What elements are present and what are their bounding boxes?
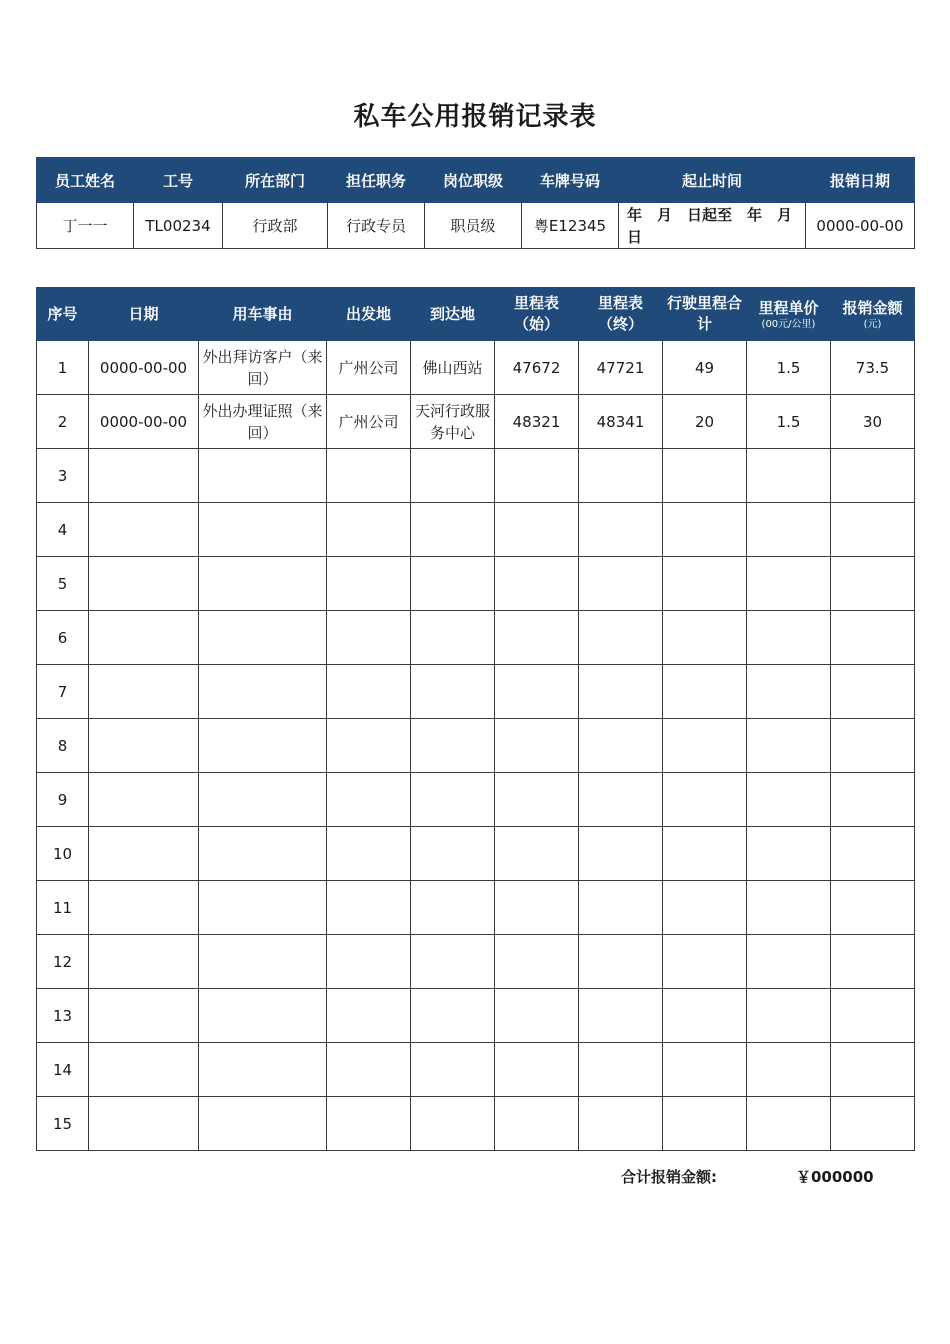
- odo-start-cell[interactable]: [495, 449, 579, 503]
- seq-cell: 14: [37, 1043, 89, 1097]
- amount-cell[interactable]: 73.5: [831, 341, 915, 395]
- table-row: [37, 665, 915, 719]
- seq-cell: 1: [37, 341, 89, 395]
- amount-cell[interactable]: [831, 557, 915, 611]
- from-cell[interactable]: 广州公司: [327, 341, 411, 395]
- date-cell[interactable]: [89, 503, 199, 557]
- distance-cell[interactable]: [663, 665, 747, 719]
- from-cell[interactable]: [327, 989, 411, 1043]
- seq-cell: 15: [37, 1097, 89, 1151]
- odo-start-cell[interactable]: [495, 881, 579, 935]
- amount-cell[interactable]: [831, 935, 915, 989]
- table-row: [37, 503, 915, 557]
- header-rank: 岗位职级: [425, 158, 522, 203]
- to-cell[interactable]: [411, 1097, 495, 1151]
- to-cell[interactable]: [411, 881, 495, 935]
- reason-cell[interactable]: [199, 935, 327, 989]
- table-row: [37, 881, 915, 935]
- header-unit-price-sub: (00元/公里): [761, 318, 816, 330]
- seq-cell: 9: [37, 773, 89, 827]
- seq-cell: 10: [37, 827, 89, 881]
- reason-cell[interactable]: [199, 989, 327, 1043]
- header-unit-price-label: 里程单价: [758, 298, 819, 317]
- unit-price-cell[interactable]: [747, 719, 831, 773]
- seq-cell: 13: [37, 989, 89, 1043]
- header-to: 到达地: [411, 288, 495, 341]
- reason-cell[interactable]: [199, 881, 327, 935]
- reason-cell[interactable]: [199, 449, 327, 503]
- odo-end-cell[interactable]: [579, 557, 663, 611]
- date-cell[interactable]: [89, 611, 199, 665]
- odo-start-cell[interactable]: [495, 827, 579, 881]
- trip-records-table: [36, 287, 915, 1151]
- odo-start-cell[interactable]: [495, 665, 579, 719]
- seq-cell: 5: [37, 557, 89, 611]
- amount-cell[interactable]: [831, 773, 915, 827]
- odo-end-cell[interactable]: [579, 1043, 663, 1097]
- position-cell[interactable]: 行政专员: [328, 203, 425, 249]
- distance-cell[interactable]: [663, 611, 747, 665]
- odo-start-cell[interactable]: 47672: [495, 341, 579, 395]
- info-header-row: [37, 158, 915, 203]
- unit-price-cell[interactable]: [747, 665, 831, 719]
- odo-start-cell[interactable]: [495, 1097, 579, 1151]
- unit-price-cell[interactable]: [747, 881, 831, 935]
- from-cell[interactable]: [327, 503, 411, 557]
- to-cell[interactable]: [411, 989, 495, 1043]
- seq-cell: 4: [37, 503, 89, 557]
- header-department: 所在部门: [223, 158, 328, 203]
- claim-date-cell[interactable]: 0000-00-00: [806, 203, 915, 249]
- from-cell[interactable]: [327, 1097, 411, 1151]
- amount-cell[interactable]: [831, 719, 915, 773]
- header-seq: 序号: [37, 288, 89, 341]
- odo-start-cell[interactable]: [495, 935, 579, 989]
- department-cell[interactable]: 行政部: [223, 203, 328, 249]
- odo-end-cell[interactable]: [579, 611, 663, 665]
- to-cell[interactable]: [411, 935, 495, 989]
- amount-cell[interactable]: [831, 611, 915, 665]
- odo-end-cell[interactable]: [579, 881, 663, 935]
- reason-cell[interactable]: [199, 1097, 327, 1151]
- date-cell[interactable]: [89, 449, 199, 503]
- header-period: 起止时间: [619, 158, 806, 203]
- total-label: 合计报销金额:: [621, 1168, 717, 1186]
- distance-cell[interactable]: [663, 935, 747, 989]
- distance-cell[interactable]: [663, 773, 747, 827]
- odo-end-cell[interactable]: [579, 827, 663, 881]
- reason-cell[interactable]: [199, 773, 327, 827]
- header-odo-start: 里程表（始）: [495, 288, 579, 341]
- amount-cell[interactable]: [831, 1097, 915, 1151]
- from-cell[interactable]: [327, 665, 411, 719]
- records-header-row: [37, 288, 915, 341]
- from-cell[interactable]: [327, 881, 411, 935]
- header-amount-label: 报销金额: [842, 298, 903, 317]
- odo-end-cell[interactable]: [579, 773, 663, 827]
- table-row: [37, 449, 915, 503]
- reason-cell[interactable]: [199, 665, 327, 719]
- seq-cell: 8: [37, 719, 89, 773]
- to-cell[interactable]: [411, 449, 495, 503]
- date-cell[interactable]: [89, 773, 199, 827]
- distance-cell[interactable]: [663, 881, 747, 935]
- header-unit-price: [747, 288, 831, 341]
- amount-cell[interactable]: [831, 1043, 915, 1097]
- from-cell[interactable]: [327, 1043, 411, 1097]
- employee-name-cell[interactable]: 丁一一: [37, 203, 134, 249]
- table-row: [37, 773, 915, 827]
- employee-id-cell[interactable]: TL00234: [134, 203, 223, 249]
- to-cell[interactable]: [411, 503, 495, 557]
- to-cell[interactable]: [411, 665, 495, 719]
- from-cell[interactable]: [327, 557, 411, 611]
- unit-price-cell[interactable]: [747, 449, 831, 503]
- date-cell[interactable]: [89, 665, 199, 719]
- reason-cell[interactable]: [199, 557, 327, 611]
- odo-end-cell[interactable]: [579, 1097, 663, 1151]
- header-amount: [831, 288, 915, 341]
- odo-end-cell[interactable]: [579, 449, 663, 503]
- table-row: [37, 395, 915, 449]
- unit-price-cell[interactable]: [747, 773, 831, 827]
- table-row: [37, 1097, 915, 1151]
- amount-cell[interactable]: [831, 881, 915, 935]
- distance-cell[interactable]: [663, 1097, 747, 1151]
- distance-cell[interactable]: [663, 449, 747, 503]
- info-value-row: [37, 203, 915, 249]
- odo-end-cell[interactable]: [579, 503, 663, 557]
- distance-cell[interactable]: [663, 557, 747, 611]
- reason-cell[interactable]: [199, 719, 327, 773]
- reason-cell[interactable]: [199, 503, 327, 557]
- seq-cell: 2: [37, 395, 89, 449]
- to-cell[interactable]: 天河行政服务中心: [411, 395, 495, 449]
- unit-price-cell[interactable]: [747, 557, 831, 611]
- table-row: [37, 827, 915, 881]
- table-row: [37, 611, 915, 665]
- total-value: ￥000000: [796, 1168, 874, 1186]
- odo-start-cell[interactable]: [495, 719, 579, 773]
- amount-cell[interactable]: [831, 503, 915, 557]
- date-cell[interactable]: [89, 989, 199, 1043]
- rank-cell[interactable]: 职员级: [425, 203, 522, 249]
- unit-price-cell[interactable]: [747, 1097, 831, 1151]
- odo-start-cell[interactable]: 48321: [495, 395, 579, 449]
- distance-cell[interactable]: [663, 827, 747, 881]
- distance-cell[interactable]: [663, 719, 747, 773]
- header-employee-name: 员工姓名: [37, 158, 134, 203]
- odo-start-cell[interactable]: [495, 557, 579, 611]
- amount-cell[interactable]: 30: [831, 395, 915, 449]
- odo-end-cell[interactable]: [579, 935, 663, 989]
- seq-cell: 12: [37, 935, 89, 989]
- odo-start-cell[interactable]: [495, 1043, 579, 1097]
- amount-cell[interactable]: [831, 827, 915, 881]
- to-cell[interactable]: [411, 719, 495, 773]
- date-cell[interactable]: 0000-00-00: [89, 395, 199, 449]
- from-cell[interactable]: [327, 449, 411, 503]
- to-cell[interactable]: [411, 1043, 495, 1097]
- reason-cell[interactable]: [199, 611, 327, 665]
- table-row: [37, 719, 915, 773]
- distance-cell[interactable]: [663, 989, 747, 1043]
- header-reason: 用车事由: [199, 288, 327, 341]
- odo-start-cell[interactable]: [495, 989, 579, 1043]
- unit-price-cell[interactable]: [747, 503, 831, 557]
- date-cell[interactable]: [89, 881, 199, 935]
- unit-price-cell[interactable]: 1.5: [747, 341, 831, 395]
- unit-price-cell[interactable]: 1.5: [747, 395, 831, 449]
- odo-end-cell[interactable]: 47721: [579, 341, 663, 395]
- unit-price-cell[interactable]: [747, 1043, 831, 1097]
- header-date: 日期: [89, 288, 199, 341]
- date-cell[interactable]: [89, 1097, 199, 1151]
- to-cell[interactable]: [411, 773, 495, 827]
- table-row: [37, 935, 915, 989]
- from-cell[interactable]: [327, 935, 411, 989]
- header-claim-date: 报销日期: [806, 158, 915, 203]
- plate-cell[interactable]: 粤E12345: [522, 203, 619, 249]
- from-cell[interactable]: [327, 773, 411, 827]
- header-plate: 车牌号码: [522, 158, 619, 203]
- date-cell[interactable]: [89, 935, 199, 989]
- reason-cell[interactable]: [199, 827, 327, 881]
- odo-end-cell[interactable]: 48341: [579, 395, 663, 449]
- distance-cell[interactable]: 49: [663, 341, 747, 395]
- odo-start-cell[interactable]: [495, 503, 579, 557]
- date-cell[interactable]: [89, 557, 199, 611]
- header-odo-end: 里程表（终）: [579, 288, 663, 341]
- period-cell[interactable]: 年 月 日起至 年 月 日: [619, 203, 806, 249]
- to-cell[interactable]: [411, 827, 495, 881]
- table-row: [37, 989, 915, 1043]
- page-title: 私车公用报销记录表: [353, 102, 597, 132]
- header-employee-id: 工号: [134, 158, 223, 203]
- to-cell[interactable]: [411, 557, 495, 611]
- employee-info-table: [36, 157, 915, 249]
- table-row: [37, 341, 915, 395]
- from-cell[interactable]: [327, 719, 411, 773]
- distance-cell[interactable]: 20: [663, 395, 747, 449]
- header-amount-sub: (元): [863, 318, 882, 330]
- seq-cell: 6: [37, 611, 89, 665]
- reason-cell[interactable]: [199, 1043, 327, 1097]
- odo-start-cell[interactable]: [495, 773, 579, 827]
- unit-price-cell[interactable]: [747, 989, 831, 1043]
- unit-price-cell[interactable]: [747, 827, 831, 881]
- to-cell[interactable]: 佛山西站: [411, 341, 495, 395]
- date-cell[interactable]: [89, 719, 199, 773]
- records-body: [37, 341, 915, 1151]
- date-cell[interactable]: [89, 1043, 199, 1097]
- amount-cell[interactable]: [831, 989, 915, 1043]
- date-cell[interactable]: [89, 827, 199, 881]
- odo-end-cell[interactable]: [579, 719, 663, 773]
- from-cell[interactable]: [327, 827, 411, 881]
- header-from: 出发地: [327, 288, 411, 341]
- header-distance: 行驶里程合计: [663, 288, 747, 341]
- seq-cell: 3: [37, 449, 89, 503]
- table-row: [37, 1043, 915, 1097]
- table-row: [37, 557, 915, 611]
- reason-cell[interactable]: 外出拜访客户（来回）: [199, 341, 327, 395]
- from-cell[interactable]: 广州公司: [327, 395, 411, 449]
- from-cell[interactable]: [327, 611, 411, 665]
- odo-start-cell[interactable]: [495, 611, 579, 665]
- unit-price-cell[interactable]: [747, 935, 831, 989]
- unit-price-cell[interactable]: [747, 611, 831, 665]
- odo-end-cell[interactable]: [579, 989, 663, 1043]
- to-cell[interactable]: [411, 611, 495, 665]
- reason-cell[interactable]: 外出办理证照（来回）: [199, 395, 327, 449]
- header-position: 担任职务: [328, 158, 425, 203]
- amount-cell[interactable]: [831, 665, 915, 719]
- seq-cell: 7: [37, 665, 89, 719]
- odo-end-cell[interactable]: [579, 665, 663, 719]
- distance-cell[interactable]: [663, 503, 747, 557]
- seq-cell: 11: [37, 881, 89, 935]
- distance-cell[interactable]: [663, 1043, 747, 1097]
- amount-cell[interactable]: [831, 449, 915, 503]
- date-cell[interactable]: 0000-00-00: [89, 341, 199, 395]
